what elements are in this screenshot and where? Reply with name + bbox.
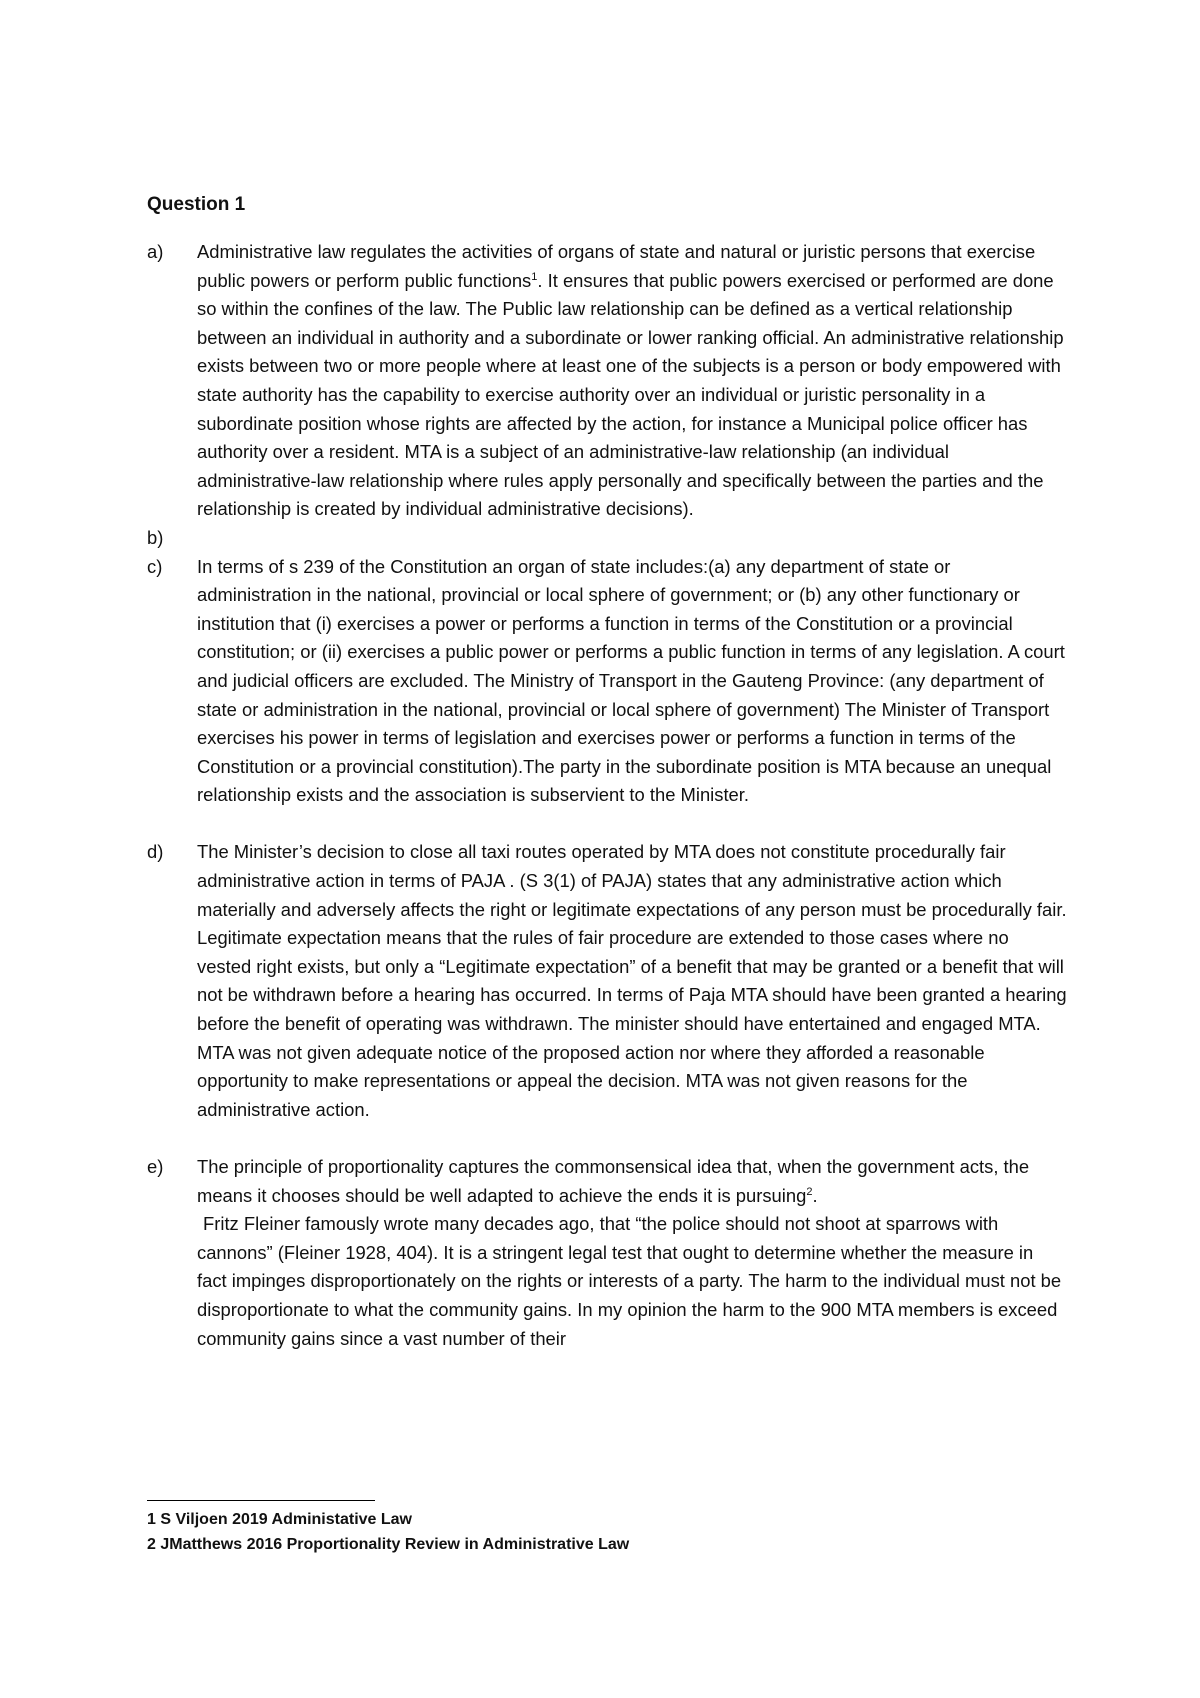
answer-text: Administrative law regulates the activities of organs of state and natural or juristic persons that exercise public powers or perform public functions$^1$. It ensures that public powers exercised or performed are done so within the confines of the law. The Public law relationship can be defined as a vertical relationship between an individual in authority and a subordinate or lower ranking official. An administrative relationship exists between two or more people where at least one of the subjects is a person or body empowered with state authority has the capability to exercise authority over an individual or juristic personality in a subordinate position whose rights are affected by the action, for instance a Municipal police officer has authority over a resident. MTA is a subject of an administrative-law relationship (an individual administrative-law relationship where rules apply personally and specifically between the parties and the relationship is created by individual administrative decisions).	[197, 241, 1064, 520]
answer-b	[147, 524, 1067, 553]
answer-d	[147, 838, 1067, 1124]
answer-e	[147, 1153, 1067, 1353]
answer-label: e)	[147, 1156, 164, 1177]
footnote-divider	[147, 1500, 375, 1501]
footnote-2: 2 JMatthews 2016 Proportionality Review in Administrative Law	[147, 1536, 630, 1553]
answer-text: The principle of proportionality captures the commonsensical idea that, when the government acts, the means it chooses should be well adapted to achieve the ends it is pursuing$^2$. Fritz Fleiner famously wrote many decades ago, that “the police should not shoot at sparrows with cannons” (Fleiner 1928, 404). It is a stringent legal test that ought to determine whether the measure in fact impinges disproportionately on the rights or interests of a party. The harm to the individual must not be disproportionate to what the community gains. In my opinion the harm to the 900 MTA members is exceed community gains since a vast number of their	[197, 1156, 1062, 1349]
answer-c	[147, 553, 1067, 810]
answer-label: d)	[147, 841, 164, 863]
answer-text: In terms of s 239 of the Constitution an organ of state includes:(a) any department of state or administration in the national, provincial or local sphere of government; or (b) any other functionary or institution that (i) exercises a power or performs a function in terms of the Constitution or a provincial constitution; or (ii) exercises a public power or performs a public function in terms of any legislation. A court and judicial officers are excluded. The Ministry of Transport in the Gauteng Province: (any department of state or administration in the national, provincial or local sphere of government) The Minister of Transport exercises his power in terms of legislation and exercises power or performs a function in terms of the Constitution or a provincial constitution).The party in the subordinate position is MTA because an unequal relationship exists and the association is subservient to the Minister.	[197, 555, 1065, 806]
answer-a	[147, 238, 1067, 524]
answer-list	[147, 238, 1067, 1353]
answer-label: a)	[147, 241, 164, 262]
answer-text: The Minister’s decision to close all taxi routes operated by MTA does not constitute procedurally fair administrative action in terms of PAJA . (S 3(1) of PAJA) states that any administrative action which materially and adversely affects the right or legitimate expectations of any person must be procedurally fair. Legitimate expectation means that the rules of fair procedure are extended to those cases where no vested right exists, but only a “Legitimate expectation” of a benefit that may be granted or a benefit that will not be withdrawn before a hearing has occurred. In terms of Paja MTA should have been granted a hearing before the benefit of operating was withdrawn. The minister should have entertained and engaged MTA. MTA was not given adequate notice of the proposed action nor where they afforded a reasonable opportunity to make representations or appeal the decision. MTA was not given reasons for the administrative action.	[197, 841, 1067, 1120]
footnote-1: 1 S Viljoen 2019 Administative Law	[147, 1511, 412, 1528]
answer-text	[197, 524, 1067, 553]
footnotes	[147, 1507, 629, 1557]
footnote-ref: 2	[806, 1185, 813, 1198]
answer-label: b)	[147, 526, 164, 548]
question-heading: Question 1	[147, 194, 246, 215]
answer-label: c)	[147, 555, 163, 577]
footnote-ref: 1	[531, 270, 538, 283]
